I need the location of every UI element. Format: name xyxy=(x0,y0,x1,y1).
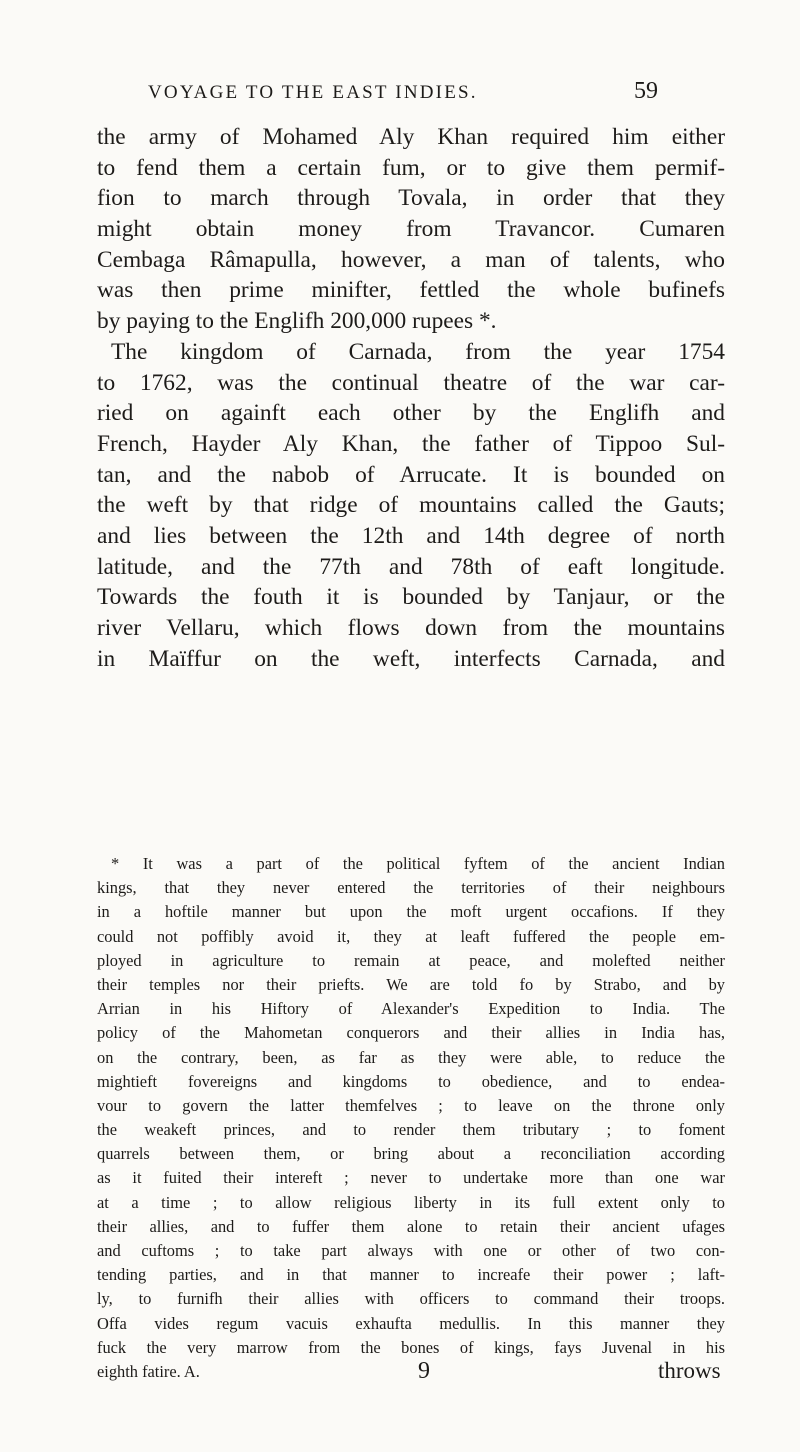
text-line: tan, and the nabob of Arrucate. It is bounded on xyxy=(97,461,725,488)
footnote-line: eighth fatire. A. xyxy=(97,1361,200,1381)
footnote-line: policy of the Mahometan conquerors and their allies in India has, xyxy=(97,1023,725,1043)
footnote-line: quarrels between them, or bring about a reconciliation according xyxy=(97,1144,725,1164)
text-line: The kingdom of Carnada, from the year 1754 xyxy=(111,338,725,365)
page-footer xyxy=(0,1358,800,1392)
footnote-line: the weakeft princes, and to render them tributary ; to foment xyxy=(97,1120,725,1140)
text-line: Towards the fouth it is bounded by Tanjaur, or the xyxy=(97,584,725,611)
footnote-line: their allies, and to fuffer them alone to retain their ancient ufages xyxy=(97,1216,725,1236)
text-line: in Maïffur on the weft, interfects Carnada, and xyxy=(97,645,725,672)
footnote xyxy=(97,852,725,1384)
footnote-line: tending parties, and in that manner to increafe their power ; laft- xyxy=(97,1265,725,1285)
text-line: to fend them a certain fum, or to give them permif- xyxy=(97,154,725,181)
footnote-line: fuck the very marrow from the bones of kings, fays Juvenal in his xyxy=(97,1337,725,1357)
text-line: Cembaga Râmapulla, however, a man of talents, who xyxy=(97,246,725,273)
footnote-line: * It was a part of the political fyftem of the ancient Indian xyxy=(111,854,725,873)
footnote-line: kings, that they never entered the territories of their neighbours xyxy=(97,878,725,898)
footnote-line: mightieft fovereigns and kingdoms to obedience, and to endea- xyxy=(97,1071,725,1091)
text-line: latitude, and the 77th and 78th of eaft longitude. xyxy=(97,553,725,580)
footnote-line: at a time ; to allow religious liberty in its full extent only to xyxy=(97,1192,725,1212)
text-line: to 1762, was the continual theatre of the war car- xyxy=(97,369,725,396)
text-line: French, Hayder Aly Khan, the father of Tippoo Sul- xyxy=(97,430,725,457)
main-text xyxy=(97,122,725,674)
footnote-line: could not poffibly avoid it, they at leaft fuffered the people em- xyxy=(97,926,725,946)
footnote-line: as it fuited their intereft ; never to undertake more than one war xyxy=(97,1168,725,1188)
footnote-line: their temples nor their priefts. We are told fo by Strabo, and by xyxy=(97,974,725,994)
text-line: fion to march through Tovala, in order that they xyxy=(97,185,725,212)
text-line: ried on againft each other by the Englifh and xyxy=(97,400,725,427)
footnote-line: and cuftoms ; to take part always with one or other of two con- xyxy=(97,1241,725,1260)
footnote-line: ly, to furnifh their allies with officers to command their troops. xyxy=(97,1289,725,1309)
footnote-line: on the contrary, been, as far as they were able, to reduce the xyxy=(97,1047,725,1067)
footnote-line: Offa vides regum vacuis exhaufta medullis. In this manner they xyxy=(97,1313,725,1333)
footnote-line: Arrian in his Hiftory of Alexander's Expedition to India. The xyxy=(97,999,725,1019)
text-line: river Vellaru, which flows down from the mountains xyxy=(97,615,725,641)
page-number: 59 xyxy=(634,78,658,104)
footnote-line: vour to govern the latter themfelves ; to leave on the throne only xyxy=(97,1095,725,1115)
footnote-line: in a hoftile manner but upon the moft urgent occafions. If they xyxy=(97,902,725,922)
text-line: the weft by that ridge of mountains called the Gauts; xyxy=(97,492,725,519)
page-header xyxy=(0,78,800,118)
running-head: VOYAGE TO THE EAST INDIES. xyxy=(148,82,478,103)
text-line: and lies between the 12th and 14th degree of north xyxy=(97,522,725,549)
text-line: was then prime minifter, fettled the whole bufinefs xyxy=(97,277,725,304)
text-line: might obtain money from Travancor. Cumaren xyxy=(97,216,725,243)
signature-mark: 9 xyxy=(418,1358,430,1384)
catchword: throws xyxy=(658,1358,721,1383)
footnote-line: ployed in agriculture to remain at peace, and molefted neither xyxy=(97,950,725,970)
text-line: the army of Mohamed Aly Khan required him either xyxy=(97,124,725,150)
text-line: by paying to the Englifh 200,000 rupees *. xyxy=(97,308,497,335)
